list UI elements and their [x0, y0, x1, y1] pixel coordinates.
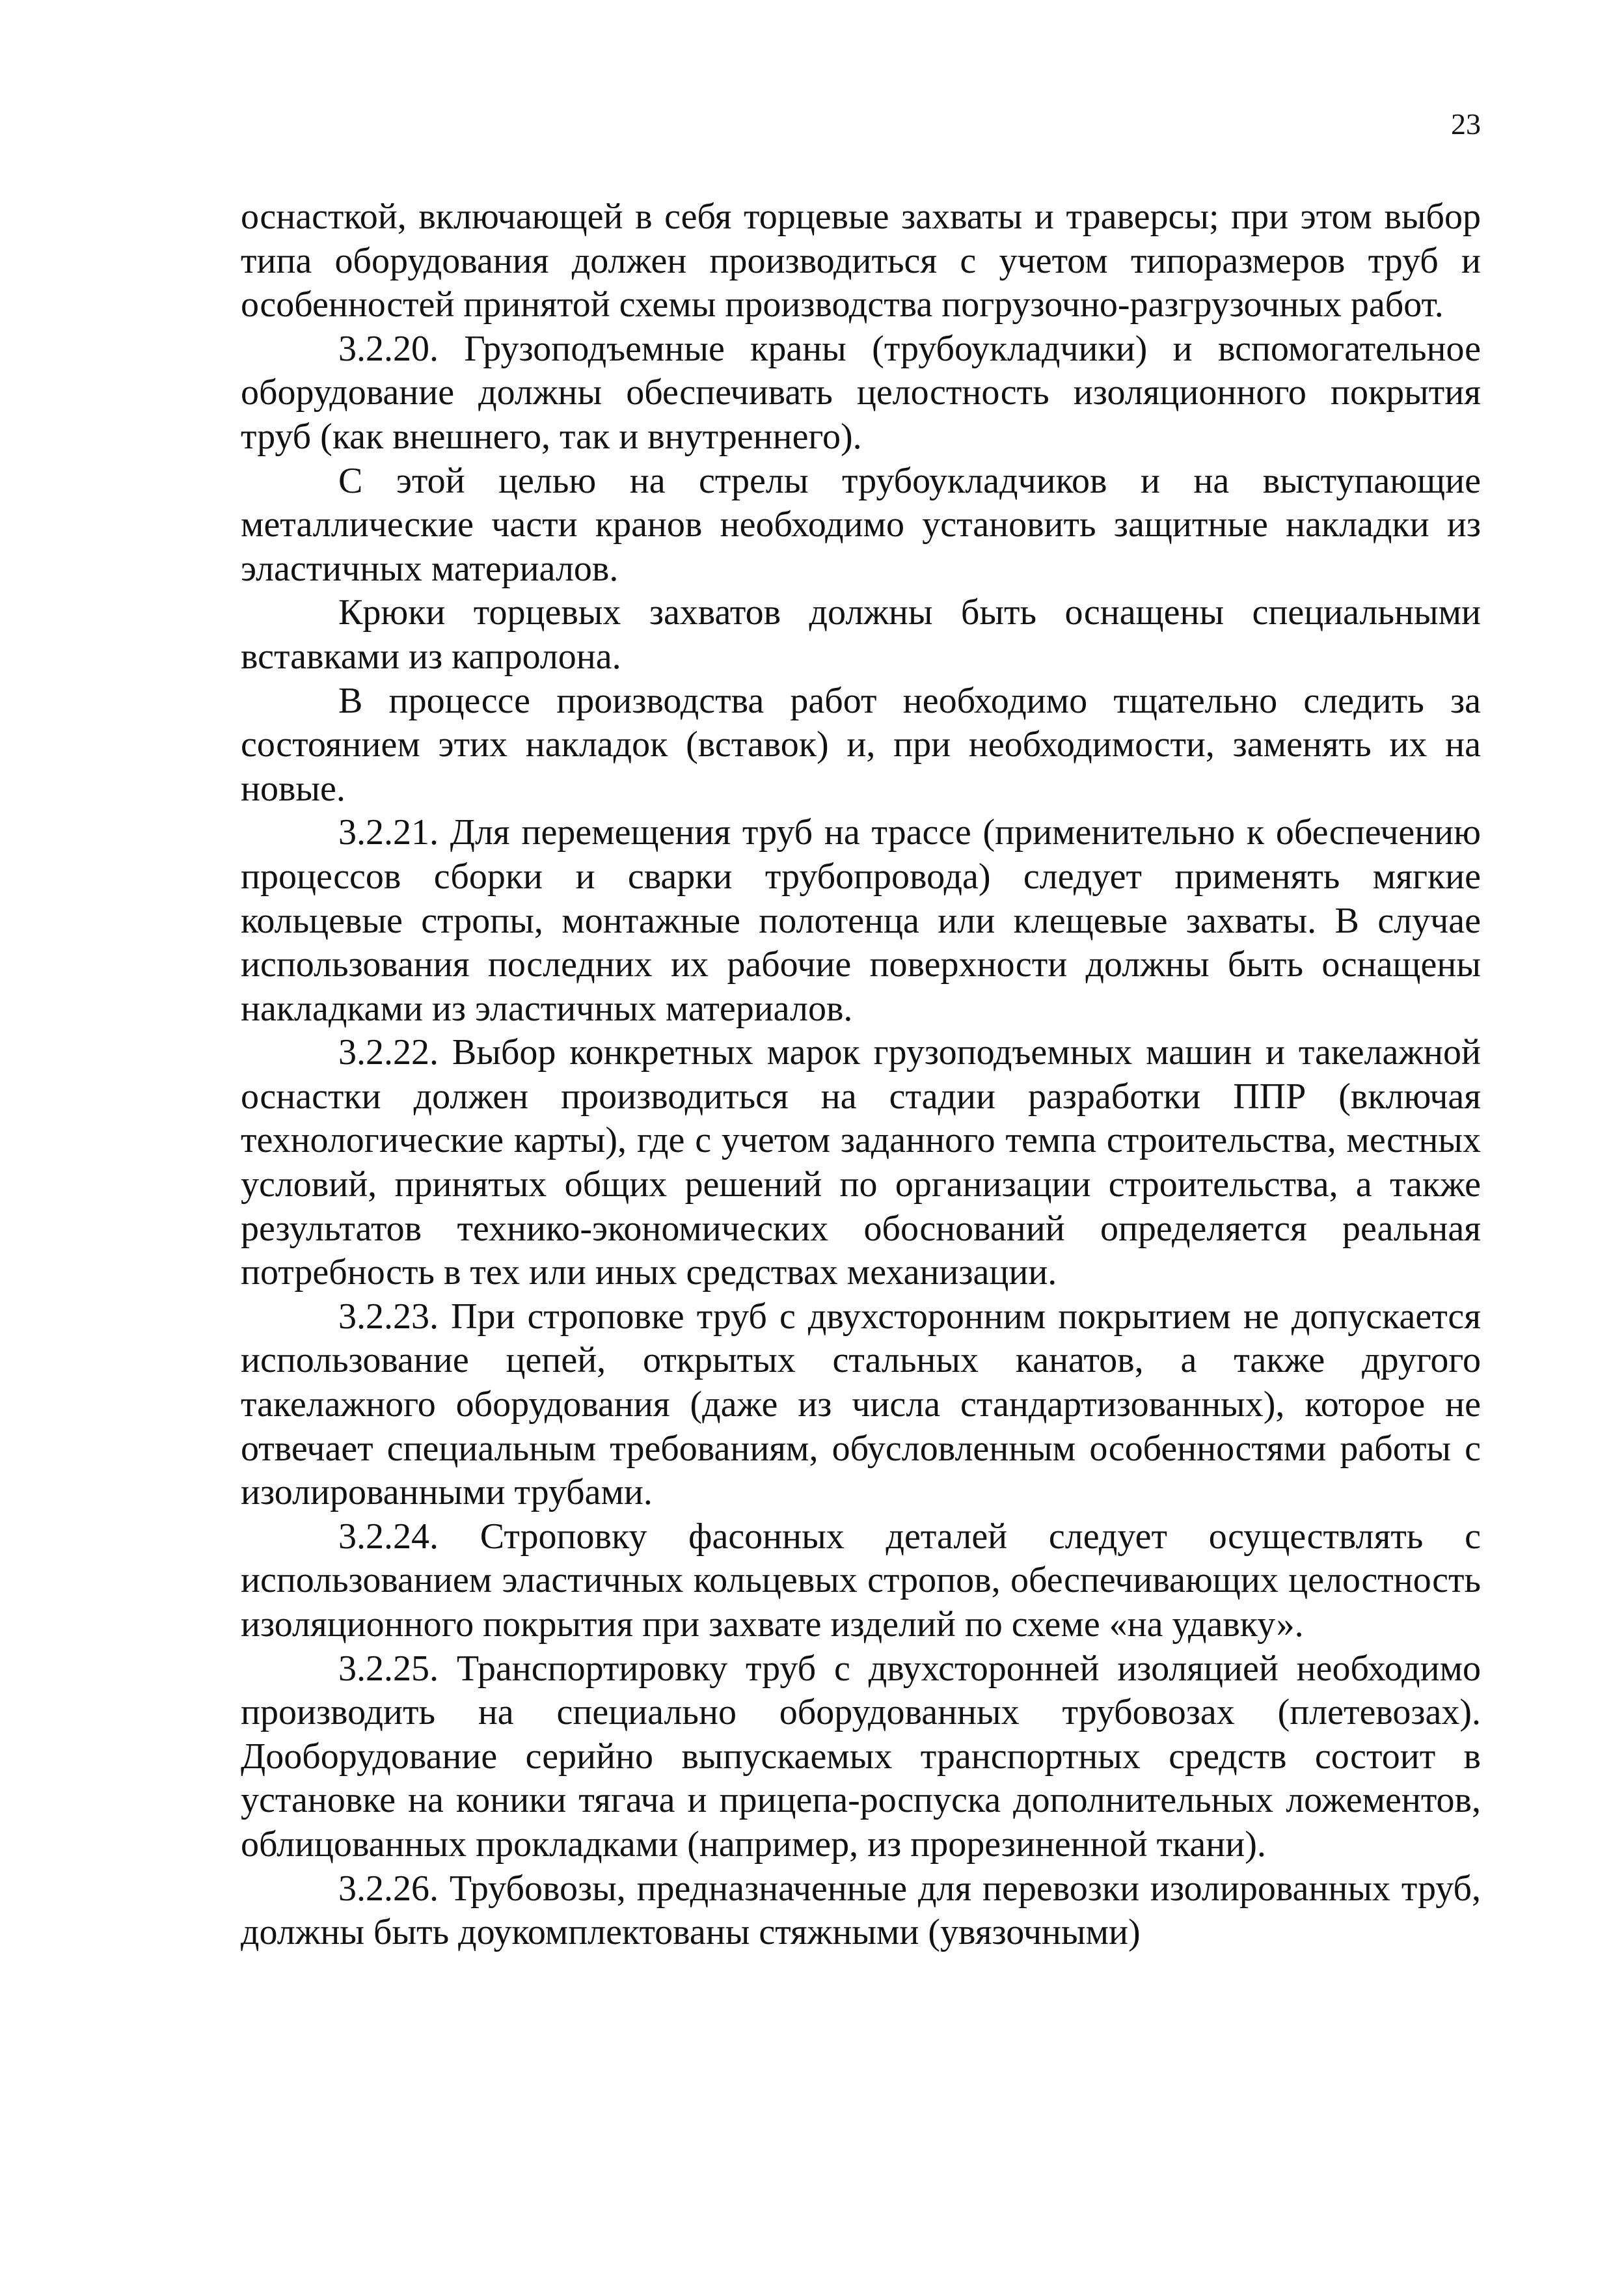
paragraph: оснасткой, включающей в себя торцевые захваты и траверсы; при этом выбор типа оборудования должен производиться с учетом типоразмеров труб и особенностей принятой схемы производства погрузочно-разгрузочных работ. [241, 197, 1481, 325]
paragraph: 3.2.23. При строповке труб с двухсторонним покрытием не допускается использование цепей, открытых стальных канатов, а также другого такелажного оборудования (даже из числа стандартизованных), которое не отвечает специальным требованиям, обусловленным особенностями работы с изолированными трубами. [241, 1296, 1481, 1513]
paragraph: С этой целью на стрелы трубоукладчиков и на выступающие металлические части кранов необходимо установить защитные накладки из эластичных материалов. [241, 460, 1481, 589]
paragraph: 3.2.24. Строповку фасонных деталей следует осуществлять с использованием эластичных кольцевых стропов, обеспечивающих целостность изоляционного покрытия при захвате изделий по схеме «на удавку». [241, 1516, 1481, 1645]
paragraph: 3.2.20. Грузоподъемные краны (трубоукладчики) и вспомогательное оборудование должны обеспечивать целостность изоляционного покрытия труб (как внешнего, так и внутреннего). [241, 328, 1481, 457]
paragraph: 3.2.25. Транспортировку труб с двухсторонней изоляцией необходимо производить на специально оборудованных трубовозах (плетевозах). Дооборудование серийно выпускаемых транспортных средств состоит в установке на коники тягача и прицепа-роспуска дополнительных ложементов, облицованных прокладками (например, из прорезиненной ткани). [241, 1648, 1481, 1865]
paragraph: Крюки торцевых захватов должны быть оснащены специальными вставками из капролона. [241, 592, 1481, 677]
paragraph: В процессе производства работ необходимо тщательно следить за состоянием этих накладок (вставок) и, при необходимости, заменять их на новые. [241, 680, 1481, 809]
paragraph: 3.2.22. Выбор конкретных марок грузоподъемных машин и такелажной оснастки должен производиться на стадии разработки ППР (включая технологические карты), где с учетом заданного темпа строительства, местных условий, принятых общих решений по организации строительства, а также результатов технико-экономических обоснований определяется реальная потребность в тех или иных средствах механизации. [241, 1032, 1481, 1293]
paragraph: 3.2.21. Для перемещения труб на трассе (применительно к обеспечению процессов сборки и сварки трубопровода) следует применять мягкие кольцевые стропы, монтажные полотенца или клещевые захваты. В случае использования последних их рабочие поверхности должны быть оснащены накладками из эластичных материалов. [241, 812, 1481, 1029]
paragraph: 3.2.26. Трубовозы, предназначенные для перевозки изолированных труб, должны быть доукомплектованы стяжными (увязочными) [241, 1868, 1481, 1953]
page-number: 23 [1451, 107, 1481, 141]
document-body [241, 195, 1481, 1955]
